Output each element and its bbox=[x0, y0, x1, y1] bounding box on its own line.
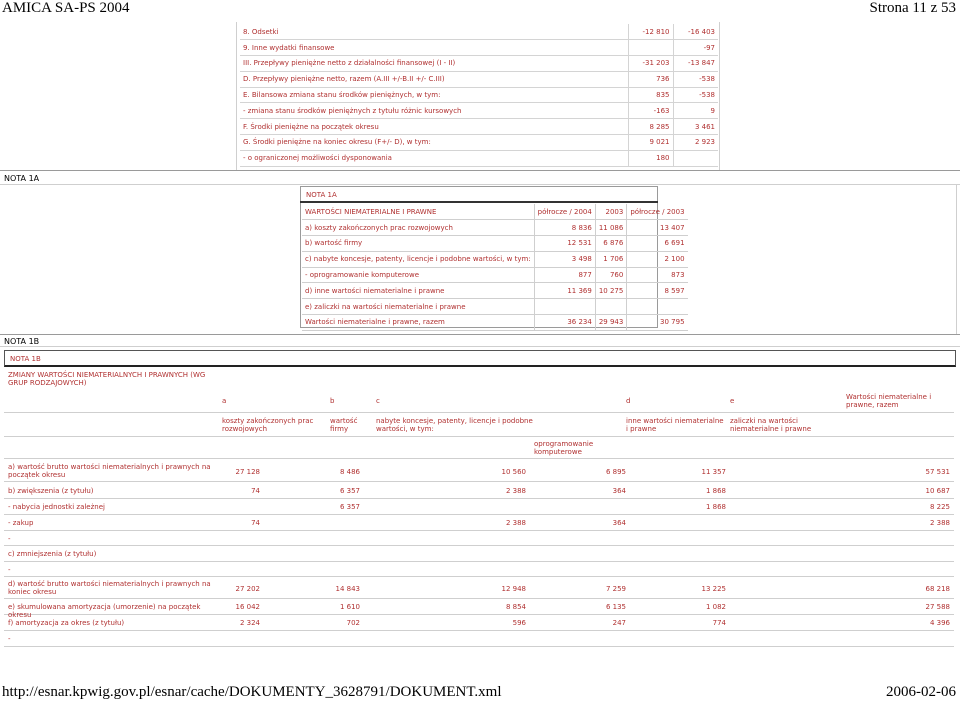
row-value-h1-2003: 6 691 bbox=[627, 236, 688, 252]
value-c: 10 560 bbox=[501, 468, 526, 476]
row-value-h1-2004: 11 369 bbox=[534, 283, 595, 299]
nota-1b-subtitle: ZMIANY WARTOŚCI NIEMATERIALNYCH I PRAWNYCH (WG GRUP RODZAJOWYCH) bbox=[8, 371, 206, 387]
row-value-2003: 6 876 bbox=[595, 236, 627, 252]
section-label-nota-1b: NOTA 1B bbox=[4, 337, 40, 346]
row-value-current: 835 bbox=[628, 87, 673, 103]
col-letter-e: e bbox=[730, 397, 735, 405]
table-row bbox=[4, 460, 954, 482]
row-value-previous: 9 bbox=[673, 103, 718, 119]
value-a: 16 042 bbox=[235, 603, 260, 611]
value-d: 11 357 bbox=[701, 468, 726, 476]
value-total: 68 218 bbox=[925, 585, 950, 593]
row-label: a) wartość brutto wartości niematerialnych i prawnych na początek okresu bbox=[8, 463, 211, 479]
table-row bbox=[302, 315, 688, 331]
col-total-header: Wartości niematerialne i prawne, razem bbox=[846, 393, 932, 409]
divider bbox=[4, 436, 954, 437]
table-row bbox=[302, 251, 688, 267]
row-label: D. Przepływy pieniężne netto, razem (A.III +/-B.II +/- C.III) bbox=[240, 71, 628, 87]
row-value-h1-2004: 36 234 bbox=[534, 315, 595, 331]
value-c: 596 bbox=[512, 619, 526, 627]
row-value-h1-2004: 877 bbox=[534, 267, 595, 283]
table-row bbox=[4, 546, 954, 562]
table-row bbox=[240, 150, 718, 166]
document-title: AMICA SA-PS 2004 bbox=[2, 0, 130, 16]
page-number: Strona 11 z 53 bbox=[869, 0, 956, 16]
value-c: 8 854 bbox=[505, 603, 526, 611]
row-label: - zakup bbox=[8, 519, 34, 527]
row-label: - bbox=[8, 535, 11, 543]
row-value-previous: -16 403 bbox=[673, 24, 718, 40]
value-c-sub: 7 259 bbox=[605, 585, 626, 593]
nota-1a-title: NOTA 1A bbox=[300, 187, 658, 203]
value-d: 774 bbox=[712, 619, 726, 627]
value-d: 1 868 bbox=[705, 487, 726, 495]
table-row bbox=[302, 283, 688, 299]
row-value-current: -163 bbox=[628, 103, 673, 119]
nota-1a-table bbox=[302, 204, 688, 331]
row-label: - bbox=[8, 566, 11, 574]
value-c-sub: 247 bbox=[612, 619, 626, 627]
value-b: 1 610 bbox=[339, 603, 360, 611]
table-row bbox=[4, 515, 954, 531]
table-row bbox=[240, 71, 718, 87]
value-a: 74 bbox=[251, 487, 260, 495]
row-value-current bbox=[628, 40, 673, 56]
table-row bbox=[302, 299, 688, 315]
row-label: - nabycia jednostki zależnej bbox=[8, 503, 105, 511]
value-b: 6 357 bbox=[339, 487, 360, 495]
value-total: 8 225 bbox=[929, 503, 950, 511]
row-value-h1-2004: 8 836 bbox=[534, 220, 595, 236]
table-row bbox=[4, 483, 954, 499]
value-b: 702 bbox=[346, 619, 360, 627]
table-row bbox=[302, 236, 688, 252]
value-b: 8 486 bbox=[339, 468, 360, 476]
table-row bbox=[4, 631, 954, 647]
row-value-current: 9 021 bbox=[628, 135, 673, 151]
cash-flow-table bbox=[240, 24, 718, 167]
row-value-h1-2003: 873 bbox=[627, 267, 688, 283]
row-label: f) amortyzacja za okres (z tytułu) bbox=[8, 619, 125, 627]
section-label-nota-1a: NOTA 1A bbox=[4, 174, 40, 183]
table-row bbox=[240, 40, 718, 56]
table-row bbox=[240, 119, 718, 135]
header-label: WARTOŚCI NIEMATERIALNE I PRAWNE bbox=[302, 204, 534, 220]
row-label: E. Bilansowa zmiana stanu środków pieniężnych, w tym: bbox=[240, 87, 628, 103]
value-c-sub: 6 135 bbox=[605, 603, 626, 611]
row-label: b) wartość firmy bbox=[302, 236, 534, 252]
value-total: 2 388 bbox=[929, 519, 950, 527]
page-footer bbox=[0, 684, 960, 702]
row-value-current: -31 203 bbox=[628, 56, 673, 72]
value-d: 1 082 bbox=[705, 603, 726, 611]
row-value-h1-2003: 30 795 bbox=[627, 315, 688, 331]
row-value-previous: 3 461 bbox=[673, 119, 718, 135]
divider bbox=[956, 184, 957, 334]
col-name-e: zaliczki na wartości niematerialne i prawne bbox=[730, 417, 812, 433]
row-label: - o ograniczonej możliwości dysponowania bbox=[240, 150, 628, 166]
table-row bbox=[4, 562, 954, 577]
table-row bbox=[302, 267, 688, 283]
row-label: a) koszty zakończonych prac rozwojowych bbox=[302, 220, 534, 236]
row-label: e) zaliczki na wartości niematerialne i prawne bbox=[302, 299, 534, 315]
row-label: - bbox=[8, 635, 11, 643]
row-label: 8. Odsetki bbox=[240, 24, 628, 40]
row-value-h1-2003 bbox=[627, 299, 688, 315]
value-d: 13 225 bbox=[701, 585, 726, 593]
row-value-2003: 760 bbox=[595, 267, 627, 283]
header-col-1: półrocze / 2004 bbox=[534, 204, 595, 220]
table-row bbox=[4, 599, 954, 619]
table-row bbox=[240, 87, 718, 103]
table-row bbox=[240, 103, 718, 119]
row-value-h1-2004: 3 498 bbox=[534, 251, 595, 267]
value-a: 74 bbox=[251, 519, 260, 527]
value-total: 4 396 bbox=[929, 619, 950, 627]
divider bbox=[0, 170, 960, 171]
table-row bbox=[240, 24, 718, 40]
row-value-2003: 1 706 bbox=[595, 251, 627, 267]
row-value-previous: -538 bbox=[673, 87, 718, 103]
table-row bbox=[4, 531, 954, 546]
table-row bbox=[4, 615, 954, 631]
value-b: 14 843 bbox=[335, 585, 360, 593]
value-a: 27 128 bbox=[235, 468, 260, 476]
divider bbox=[0, 334, 960, 335]
row-value-h1-2004 bbox=[534, 299, 595, 315]
divider bbox=[4, 412, 954, 413]
col-name-b: wartość firmy bbox=[330, 417, 358, 433]
value-a: 2 324 bbox=[239, 619, 260, 627]
col-name-c: nabyte koncesje, patenty, licencje i podobne wartości, w tym: bbox=[376, 417, 533, 433]
row-value-previous: -97 bbox=[673, 40, 718, 56]
row-label: F. Środki pieniężne na początek okresu bbox=[240, 119, 628, 135]
divider bbox=[4, 458, 954, 459]
row-label: c) nabyte koncesje, patenty, licencje i podobne wartości, w tym: bbox=[302, 251, 534, 267]
row-value-current: 180 bbox=[628, 150, 673, 166]
value-d: 1 868 bbox=[705, 503, 726, 511]
nota-1b-title: NOTA 1B bbox=[4, 350, 956, 367]
row-label: - oprogramowanie komputerowe bbox=[302, 267, 534, 283]
row-value-current: 736 bbox=[628, 71, 673, 87]
row-value-current: 8 285 bbox=[628, 119, 673, 135]
row-label: III. Przepływy pieniężne netto z działalności finansowej (I - II) bbox=[240, 56, 628, 72]
divider bbox=[0, 184, 960, 185]
value-c: 12 948 bbox=[501, 585, 526, 593]
col-letter-b: b bbox=[330, 397, 335, 405]
row-label: G. Środki pieniężne na koniec okresu (F+/- D), w tym: bbox=[240, 135, 628, 151]
header-col-3: półrocze / 2003 bbox=[627, 204, 688, 220]
row-value-h1-2003: 2 100 bbox=[627, 251, 688, 267]
table-row bbox=[302, 220, 688, 236]
row-value-h1-2004: 12 531 bbox=[534, 236, 595, 252]
value-c-sub: 364 bbox=[612, 519, 626, 527]
table-row bbox=[240, 56, 718, 72]
value-total: 27 588 bbox=[925, 603, 950, 611]
value-b: 6 357 bbox=[339, 503, 360, 511]
table-header-row bbox=[302, 204, 688, 220]
row-value-previous bbox=[673, 150, 718, 166]
value-c-sub: 6 895 bbox=[605, 468, 626, 476]
col-name-d: inne wartości niematerialne i prawne bbox=[626, 417, 724, 433]
row-value-h1-2003: 13 407 bbox=[627, 220, 688, 236]
row-value-previous: 2 923 bbox=[673, 135, 718, 151]
row-label: d) inne wartości niematerialne i prawne bbox=[302, 283, 534, 299]
row-label: - zmiana stanu środków pieniężnych z tytułu różnic kursowych bbox=[240, 103, 628, 119]
row-label: b) zwiększenia (z tytułu) bbox=[8, 487, 94, 495]
page-header bbox=[0, 0, 960, 18]
value-c: 2 388 bbox=[505, 487, 526, 495]
value-c: 2 388 bbox=[505, 519, 526, 527]
row-value-previous: -13 847 bbox=[673, 56, 718, 72]
col-letter-c: c bbox=[376, 397, 380, 405]
value-c-sub: 364 bbox=[612, 487, 626, 495]
header-col-2: 2003 bbox=[595, 204, 627, 220]
source-url: http://esnar.kpwig.gov.pl/esnar/cache/DOKUMENTY_3628791/DOKUMENT.xml bbox=[2, 684, 502, 700]
row-label: Wartości niematerialne i prawne, razem bbox=[302, 315, 534, 331]
row-value-previous: -538 bbox=[673, 71, 718, 87]
value-total: 10 687 bbox=[925, 487, 950, 495]
row-value-2003 bbox=[595, 299, 627, 315]
row-value-h1-2003: 8 597 bbox=[627, 283, 688, 299]
row-value-2003: 29 943 bbox=[595, 315, 627, 331]
col-name-c-sub: oprogramowanie komputerowe bbox=[534, 440, 594, 456]
row-value-2003: 11 086 bbox=[595, 220, 627, 236]
row-value-2003: 10 275 bbox=[595, 283, 627, 299]
table-row bbox=[240, 135, 718, 151]
print-date: 2006-02-06 bbox=[886, 684, 956, 700]
table-row bbox=[4, 499, 954, 515]
row-label: d) wartość brutto wartości niematerialnych i prawnych na koniec okresu bbox=[8, 580, 211, 596]
row-label: c) zmniejszenia (z tytułu) bbox=[8, 550, 97, 558]
col-name-a: koszty zakończonych prac rozwojowych bbox=[222, 417, 314, 433]
col-letter-a: a bbox=[222, 397, 227, 405]
row-label: e) skumulowana amortyzacja (umorzenie) na początek okresu bbox=[8, 603, 201, 619]
value-a: 27 202 bbox=[235, 585, 260, 593]
col-letter-d: d bbox=[626, 397, 631, 405]
row-value-current: -12 810 bbox=[628, 24, 673, 40]
row-label: 9. Inne wydatki finansowe bbox=[240, 40, 628, 56]
value-total: 57 531 bbox=[925, 468, 950, 476]
table-row bbox=[4, 577, 954, 599]
divider bbox=[0, 346, 960, 347]
